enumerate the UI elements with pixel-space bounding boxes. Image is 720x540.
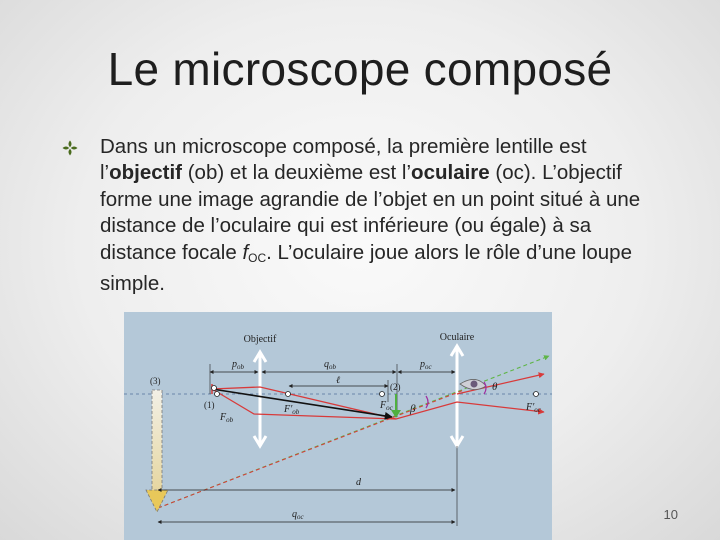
f-ob-left-label: $F_{ob}$ <box>220 412 234 424</box>
slide-title: Le microscope composé <box>107 43 613 95</box>
oculaire-label: Oculaire <box>439 332 475 343</box>
eye-icon <box>460 379 486 389</box>
f-oc-left-label: $F_{oc}$ <box>380 400 393 412</box>
label-3: (3) <box>150 376 161 386</box>
objectif-term: objectif <box>109 161 183 185</box>
f-oc-right-label: $F'_{oc}$ <box>526 402 541 414</box>
p-ob-label: $p_{ob}$ <box>232 359 244 371</box>
theta-label: θ <box>492 381 498 393</box>
page-number: 10 <box>663 507 678 522</box>
focal-symbol: f <box>242 240 249 264</box>
l-label: ℓ <box>336 375 341 386</box>
eyepiece-lens-icon <box>451 346 463 446</box>
d-label: d <box>356 477 361 488</box>
final-image-arrow <box>146 390 168 512</box>
diamond-bullet-icon <box>62 140 78 156</box>
label-1: (1) <box>204 400 215 410</box>
bullet-item <box>62 134 672 297</box>
q-ob-label: $q_{ob}$ <box>324 359 336 371</box>
oculaire-term: oculaire <box>411 161 490 185</box>
p-oc-label: $p_{oc}$ <box>420 359 432 371</box>
label-2: (2) <box>390 382 401 392</box>
bullet-text: Dans un microscope composé, la première lentille est l’objectif (ob) et la deuxième est l’oculaire (oc). L’objectif forme une image agrandie de l’objet en un point situé à une distance de l’oculaire qui est inférieure (ou égale) à sa distance focale $f_{OC}$. L’oculaire joue alors le rôle d’une loupe simple. <box>100 135 641 296</box>
objectif-label: Objectif <box>243 334 277 345</box>
q-oc-label: $q_{oc}$ <box>292 509 304 521</box>
f-ob-right-label: $F'_{ob}$ <box>284 404 300 416</box>
microscope-diagram <box>124 312 552 540</box>
objective-lens-icon <box>254 352 266 446</box>
beta-label: β <box>410 403 416 415</box>
